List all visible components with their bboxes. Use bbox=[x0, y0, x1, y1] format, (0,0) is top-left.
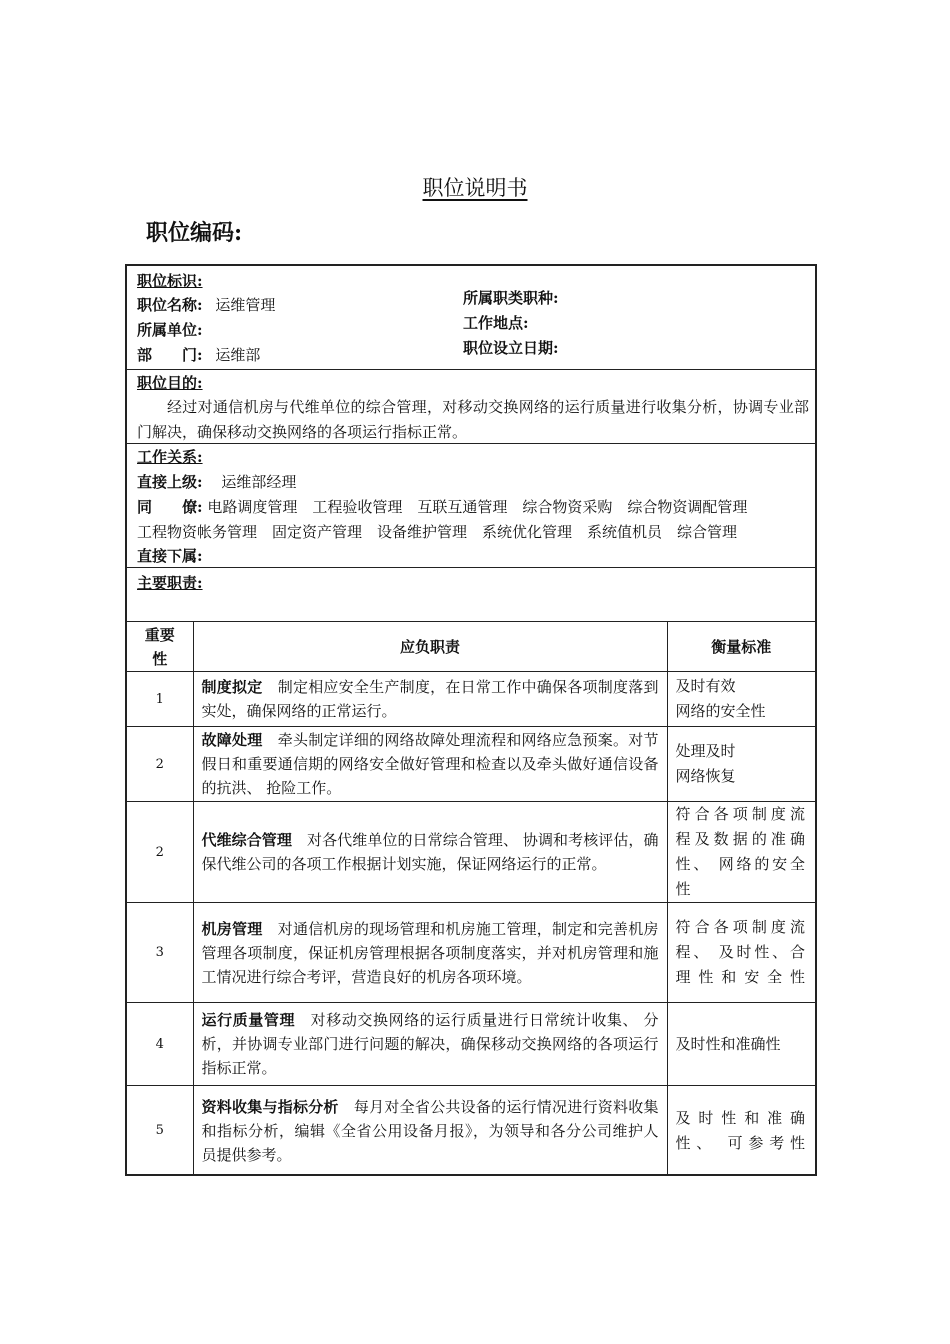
standard-cell: 及时性和准确性 bbox=[667, 1003, 815, 1086]
duty-title: 代维综合管理 bbox=[201, 831, 292, 849]
importance-cell: 2 bbox=[127, 802, 193, 903]
table-row bbox=[127, 1086, 815, 1176]
standard-header: 衡量标准 bbox=[667, 622, 815, 672]
standard-line: 网络的安全性 bbox=[675, 702, 766, 720]
work-location-label: 工作地点: bbox=[463, 314, 529, 332]
relations-section-label: 工作关系: bbox=[137, 448, 203, 466]
peers-row bbox=[137, 495, 747, 520]
duty-text: 每月对全省公共设备的运行情况进行资料收集和指标分析，编辑《全省公用设备月报》，为领导和各分公司维护人员提供参考。 bbox=[201, 1097, 659, 1164]
purpose-section-label: 职位目的: bbox=[137, 374, 203, 392]
peers-line2: 工程物资帐务管理 固定资产管理 设备维护管理 系统优化管理 系统值机员 综合管理 bbox=[137, 523, 738, 541]
position-name-value: 运维管理 bbox=[215, 296, 276, 314]
superior-row bbox=[137, 470, 296, 495]
duty-title: 制度拟定 bbox=[201, 678, 263, 696]
duty-title: 故障处理 bbox=[201, 731, 263, 749]
job-description-sheet bbox=[125, 264, 817, 1176]
importance-header: 重要性 bbox=[127, 622, 193, 672]
responsibility-header: 应负职责 bbox=[193, 622, 667, 672]
duty-text: 牵头制定详细的网络故障处理流程和网络应急预案。对节假日和重要通信期的网络安全做好管理和检查以及牵头做好通信设备的抗洪、 抢险工作。 bbox=[201, 731, 659, 797]
unit-label: 所属单位: bbox=[137, 321, 203, 339]
responsibility-cell bbox=[193, 1003, 667, 1086]
importance-cell: 5 bbox=[127, 1086, 193, 1176]
duty-text: 对通信机房的现场管理和机房施工管理，制定和完善机房管理各项制度，保证机房管理根据各项制度落实，并对机房管理和施工情况进行综合考评，营造良好的机房各项环境。 bbox=[201, 919, 659, 986]
responsibility-cell bbox=[193, 802, 667, 903]
responsibility-cell bbox=[193, 672, 667, 727]
purpose-text: 经过对通信机房与代维单位的综合管理，对移动交换网络的运行质量进行收集分析，协调专业部门解决，确保移动交换网络的各项运行指标正常。 bbox=[137, 398, 809, 441]
superior-value: 运维部经理 bbox=[221, 473, 297, 491]
peers-line1: 电路调度管理 工程验收管理 互联互通管理 综合物资采购 综合物资调配管理 bbox=[207, 498, 748, 516]
position-code-label: 职位编码: bbox=[146, 220, 243, 246]
standard-cell bbox=[667, 727, 815, 802]
importance-cell: 1 bbox=[127, 672, 193, 727]
standard-cell: 及时性和准确性、 可参考性 bbox=[667, 1086, 815, 1176]
table-row bbox=[127, 727, 815, 802]
standard-line: 处理及时 bbox=[675, 742, 736, 760]
position-name-row bbox=[137, 293, 275, 318]
duty-title: 机房管理 bbox=[201, 919, 263, 938]
purpose-section bbox=[127, 370, 815, 444]
duties-table bbox=[127, 621, 815, 1176]
standard-cell: 符合各项制度流程、 及时性、合理性和安全性 bbox=[667, 903, 815, 1003]
department-label: 部 门: bbox=[137, 346, 203, 364]
duties-header-row bbox=[127, 622, 815, 672]
duty-text: 对各代维单位的日常综合管理、 协调和考核评估，确保代维公司的各项工作根据计划实施，保证网络运行的正常。 bbox=[201, 831, 659, 873]
table-row bbox=[127, 672, 815, 727]
standard-cell: 符合各项制度流程及数据的准确性、 网络的安全性 bbox=[667, 802, 815, 903]
department-row bbox=[137, 343, 260, 368]
standard-line: 及时有效 bbox=[675, 677, 736, 695]
table-row bbox=[127, 903, 815, 1003]
subordinate-label: 直接下属: bbox=[137, 547, 203, 565]
document-title: 职位说明书 bbox=[422, 176, 528, 200]
duty-text: 对移动交换网络的运行质量进行日常统计收集、 分析，并协调专业部门进行问题的解决，确保移动交换网络的各项运行指标正常。 bbox=[201, 1011, 659, 1077]
duty-title: 资料收集与指标分析 bbox=[201, 1097, 339, 1116]
duties-section-label: 主要职责: bbox=[137, 574, 203, 592]
table-row bbox=[127, 1003, 815, 1086]
establish-date-label: 职位设立日期: bbox=[463, 339, 559, 357]
importance-cell: 3 bbox=[127, 903, 193, 1003]
standard-cell bbox=[667, 672, 815, 727]
identity-section-label: 职位标识: bbox=[137, 272, 203, 290]
job-category-label: 所属职类职种: bbox=[463, 289, 559, 307]
duty-text: 制定相应安全生产制度，在日常工作中确保各项制度落到实处，确保网络的正常运行。 bbox=[201, 678, 659, 720]
duty-title: 运行质量管理 bbox=[201, 1011, 296, 1029]
responsibility-cell bbox=[193, 727, 667, 802]
table-row bbox=[127, 802, 815, 903]
unit-row bbox=[137, 318, 203, 343]
standard-line: 网络恢复 bbox=[675, 767, 736, 785]
responsibility-cell bbox=[193, 1086, 667, 1176]
position-name-label: 职位名称: bbox=[137, 296, 203, 314]
relations-section bbox=[127, 444, 815, 568]
importance-cell: 4 bbox=[127, 1003, 193, 1086]
peers-label: 同 僚: bbox=[137, 498, 203, 516]
responsibility-cell bbox=[193, 903, 667, 1003]
superior-label: 直接上级: bbox=[137, 473, 203, 491]
identity-section bbox=[127, 266, 815, 370]
department-value: 运维部 bbox=[215, 346, 261, 364]
importance-cell: 2 bbox=[127, 727, 193, 802]
